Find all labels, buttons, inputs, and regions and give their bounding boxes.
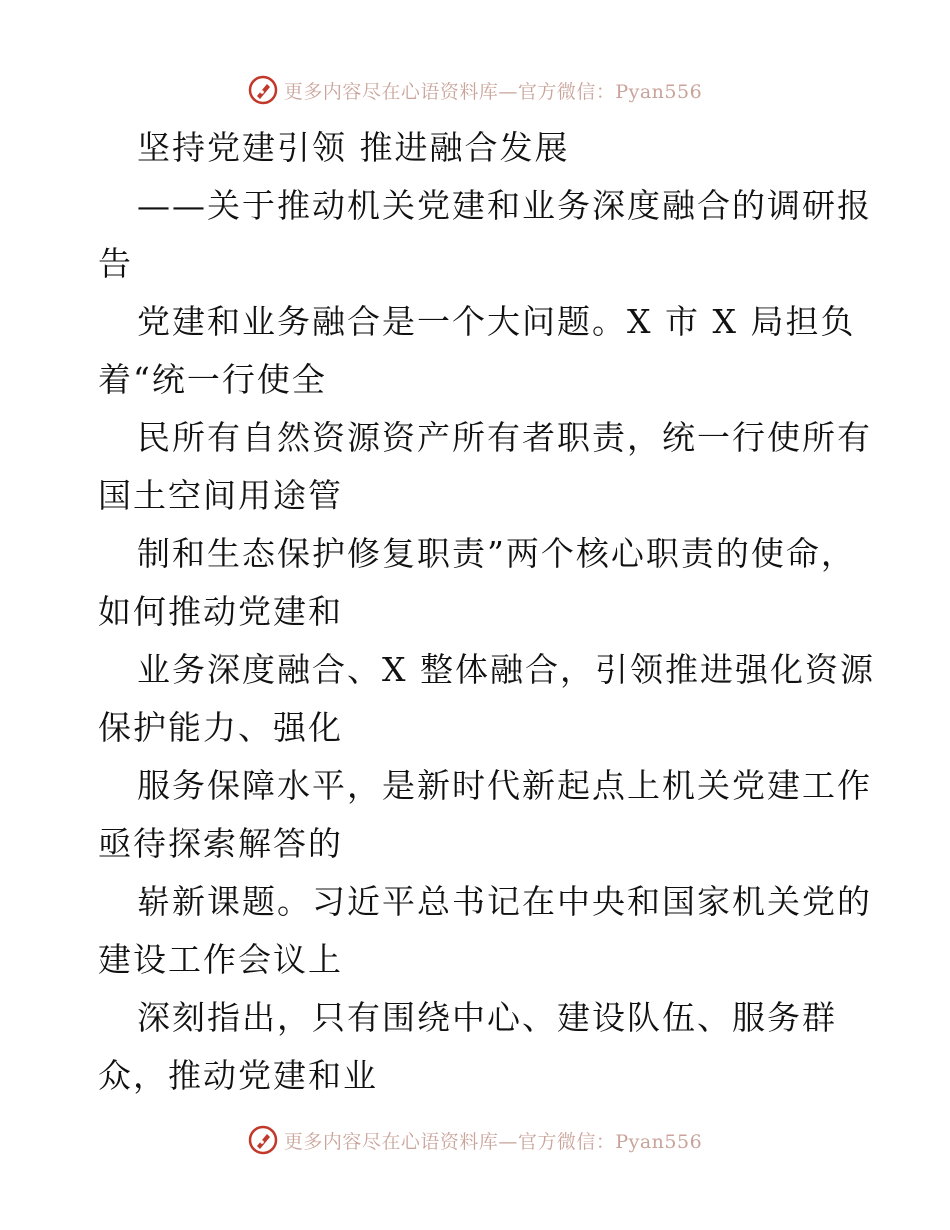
paragraph-line: 亟待探索解答的 [98, 824, 343, 863]
paragraph-line: 如何推动党建和 [98, 592, 343, 631]
paragraph-line: 党建和业务融合是一个大问题。X 市 X 局担负 [137, 302, 856, 341]
paragraph-line: 业务深度融合、X 整体融合，引领推进强化资源 [137, 650, 875, 689]
paragraph-line: 建设工作会议上 [98, 940, 343, 979]
paragraph-line: 深刻指出，只有围绕中心、建设队伍、服务群 [137, 998, 837, 1037]
header-watermark-banner [0, 70, 950, 110]
paragraph-line: 崭新课题。习近平总书记在中央和国家机关党的 [137, 882, 872, 921]
paragraph-line: 着“统一行使全 [98, 360, 327, 399]
footer-watermark-banner [0, 1120, 950, 1160]
paragraph-line: 制和生态保护修复职责”两个核心职责的使命， [137, 534, 856, 573]
document-title: 坚持党建引领 推进融合发展 [137, 128, 570, 167]
paragraph-line: 国土空间用途管 [98, 476, 343, 515]
watermark-text: 更多内容尽在心语资料库—官方微信：Pyan556 [283, 80, 703, 103]
document-subtitle: ——关于推动机关党建和业务深度融合的调研报 [137, 186, 872, 225]
watermark-text: 更多内容尽在心语资料库—官方微信：Pyan556 [283, 1130, 703, 1153]
pen-nib-logo-icon [248, 75, 278, 105]
paragraph-line: 众，推动党建和业 [98, 1056, 378, 1095]
paragraph-line: 保护能力、强化 [98, 708, 343, 747]
document-subtitle-continued: 告 [98, 244, 133, 283]
paragraph-line: 民所有自然资源资产所有者职责，统一行使所有 [137, 418, 872, 457]
pen-nib-logo-icon [248, 1125, 278, 1155]
paragraph-line: 服务保障水平，是新时代新起点上机关党建工作 [137, 766, 872, 805]
